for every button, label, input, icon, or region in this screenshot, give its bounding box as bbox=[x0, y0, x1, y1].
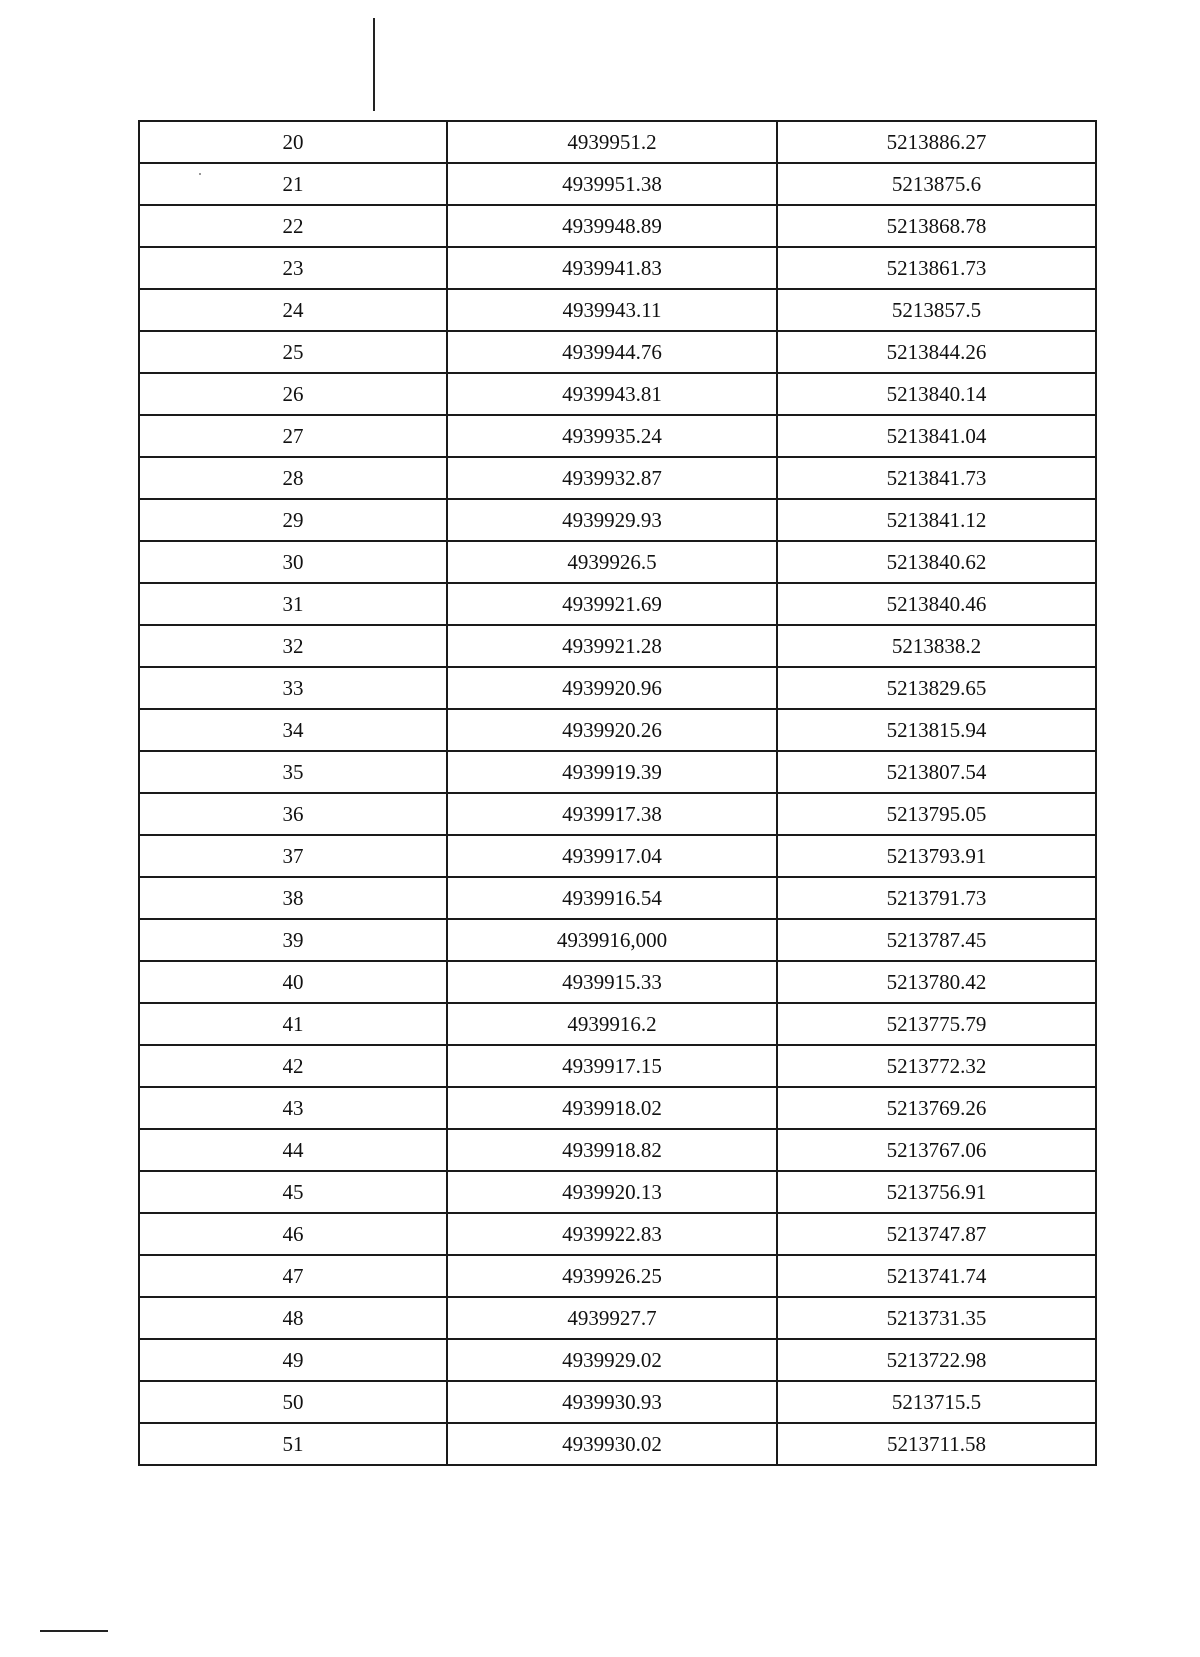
y-coordinate-cell: 5213841.12 bbox=[777, 499, 1096, 541]
x-coordinate-cell: 4939916.2 bbox=[447, 1003, 777, 1045]
coordinates-table bbox=[138, 120, 1097, 1466]
point-number-cell: 46 bbox=[139, 1213, 447, 1255]
y-coordinate-cell: 5213840.14 bbox=[777, 373, 1096, 415]
point-number-cell: 24 bbox=[139, 289, 447, 331]
point-number-cell: 34 bbox=[139, 709, 447, 751]
y-coordinate-cell: 5213795.05 bbox=[777, 793, 1096, 835]
y-coordinate-cell: 5213807.54 bbox=[777, 751, 1096, 793]
x-coordinate-cell: 4939917.15 bbox=[447, 1045, 777, 1087]
x-coordinate-cell: 4939915.33 bbox=[447, 961, 777, 1003]
x-coordinate-cell: 4939930.93 bbox=[447, 1381, 777, 1423]
top-vertical-rule bbox=[373, 18, 375, 111]
point-number-cell: 51 bbox=[139, 1423, 447, 1465]
y-coordinate-cell: 5213715.5 bbox=[777, 1381, 1096, 1423]
y-coordinate-cell: 5213840.46 bbox=[777, 583, 1096, 625]
table-row bbox=[139, 1003, 1096, 1045]
x-coordinate-cell: 4939951.2 bbox=[447, 121, 777, 163]
x-coordinate-cell: 4939917.04 bbox=[447, 835, 777, 877]
table-row bbox=[139, 1171, 1096, 1213]
y-coordinate-cell: 5213731.35 bbox=[777, 1297, 1096, 1339]
point-number-cell: 42 bbox=[139, 1045, 447, 1087]
point-number-cell: 31 bbox=[139, 583, 447, 625]
point-number-cell: 44 bbox=[139, 1129, 447, 1171]
x-coordinate-cell: 4939951.38 bbox=[447, 163, 777, 205]
table-row bbox=[139, 1381, 1096, 1423]
x-coordinate-cell: 4939916,000 bbox=[447, 919, 777, 961]
x-coordinate-cell: 4939920.96 bbox=[447, 667, 777, 709]
table-row bbox=[139, 1087, 1096, 1129]
table-row bbox=[139, 1045, 1096, 1087]
point-number-cell: 43 bbox=[139, 1087, 447, 1129]
point-number-cell: 37 bbox=[139, 835, 447, 877]
point-number-cell: 20 bbox=[139, 121, 447, 163]
y-coordinate-cell: 5213775.79 bbox=[777, 1003, 1096, 1045]
y-coordinate-cell: 5213868.78 bbox=[777, 205, 1096, 247]
x-coordinate-cell: 4939935.24 bbox=[447, 415, 777, 457]
y-coordinate-cell: 5213857.5 bbox=[777, 289, 1096, 331]
x-coordinate-cell: 4939926.25 bbox=[447, 1255, 777, 1297]
y-coordinate-cell: 5213791.73 bbox=[777, 877, 1096, 919]
point-number-cell: 26 bbox=[139, 373, 447, 415]
x-coordinate-cell: 4939927.7 bbox=[447, 1297, 777, 1339]
point-number-cell: 29 bbox=[139, 499, 447, 541]
x-coordinate-cell: 4939929.93 bbox=[447, 499, 777, 541]
x-coordinate-cell: 4939948.89 bbox=[447, 205, 777, 247]
table-row bbox=[139, 751, 1096, 793]
y-coordinate-cell: 5213787.45 bbox=[777, 919, 1096, 961]
x-coordinate-cell: 4939932.87 bbox=[447, 457, 777, 499]
table-row bbox=[139, 541, 1096, 583]
x-coordinate-cell: 4939941.83 bbox=[447, 247, 777, 289]
y-coordinate-cell: 5213722.98 bbox=[777, 1339, 1096, 1381]
point-number-cell: 38 bbox=[139, 877, 447, 919]
point-number-cell: 48 bbox=[139, 1297, 447, 1339]
point-number-cell: 47 bbox=[139, 1255, 447, 1297]
point-number-cell: 23 bbox=[139, 247, 447, 289]
y-coordinate-cell: 5213840.62 bbox=[777, 541, 1096, 583]
x-coordinate-cell: 4939919.39 bbox=[447, 751, 777, 793]
point-number-cell: 28 bbox=[139, 457, 447, 499]
point-number-cell: 35 bbox=[139, 751, 447, 793]
y-coordinate-cell: 5213844.26 bbox=[777, 331, 1096, 373]
table-row bbox=[139, 1423, 1096, 1465]
y-coordinate-cell: 5213747.87 bbox=[777, 1213, 1096, 1255]
table-row bbox=[139, 289, 1096, 331]
x-coordinate-cell: 4939929.02 bbox=[447, 1339, 777, 1381]
x-coordinate-cell: 4939918.02 bbox=[447, 1087, 777, 1129]
y-coordinate-cell: 5213793.91 bbox=[777, 835, 1096, 877]
table-row bbox=[139, 1129, 1096, 1171]
bottom-footnote-rule bbox=[40, 1630, 108, 1632]
table-row bbox=[139, 583, 1096, 625]
y-coordinate-cell: 5213767.06 bbox=[777, 1129, 1096, 1171]
point-number-cell: 22 bbox=[139, 205, 447, 247]
point-number-cell: 27 bbox=[139, 415, 447, 457]
point-number-cell: 40 bbox=[139, 961, 447, 1003]
x-coordinate-cell: 4939922.83 bbox=[447, 1213, 777, 1255]
point-number-cell: 36 bbox=[139, 793, 447, 835]
table-row bbox=[139, 793, 1096, 835]
point-number-cell: 21 bbox=[139, 163, 447, 205]
y-coordinate-cell: 5213756.91 bbox=[777, 1171, 1096, 1213]
x-coordinate-cell: 4939944.76 bbox=[447, 331, 777, 373]
x-coordinate-cell: 4939920.13 bbox=[447, 1171, 777, 1213]
x-coordinate-cell: 4939920.26 bbox=[447, 709, 777, 751]
y-coordinate-cell: 5213841.73 bbox=[777, 457, 1096, 499]
table-row bbox=[139, 331, 1096, 373]
table-row bbox=[139, 625, 1096, 667]
table-row bbox=[139, 1213, 1096, 1255]
point-number-cell: 32 bbox=[139, 625, 447, 667]
x-coordinate-cell: 4939921.69 bbox=[447, 583, 777, 625]
table-row bbox=[139, 709, 1096, 751]
point-number-cell: 50 bbox=[139, 1381, 447, 1423]
x-coordinate-cell: 4939918.82 bbox=[447, 1129, 777, 1171]
y-coordinate-cell: 5213741.74 bbox=[777, 1255, 1096, 1297]
x-coordinate-cell: 4939930.02 bbox=[447, 1423, 777, 1465]
table-row bbox=[139, 163, 1096, 205]
x-coordinate-cell: 4939917.38 bbox=[447, 793, 777, 835]
table-row bbox=[139, 1339, 1096, 1381]
point-number-cell: 25 bbox=[139, 331, 447, 373]
y-coordinate-cell: 5213841.04 bbox=[777, 415, 1096, 457]
y-coordinate-cell: 5213815.94 bbox=[777, 709, 1096, 751]
table-row bbox=[139, 877, 1096, 919]
y-coordinate-cell: 5213772.32 bbox=[777, 1045, 1096, 1087]
point-number-cell: 39 bbox=[139, 919, 447, 961]
table-row bbox=[139, 373, 1096, 415]
table-row bbox=[139, 121, 1096, 163]
table-row bbox=[139, 499, 1096, 541]
y-coordinate-cell: 5213769.26 bbox=[777, 1087, 1096, 1129]
y-coordinate-cell: 5213875.6 bbox=[777, 163, 1096, 205]
table-row bbox=[139, 919, 1096, 961]
table-row bbox=[139, 247, 1096, 289]
point-number-cell: 45 bbox=[139, 1171, 447, 1213]
x-coordinate-cell: 4939926.5 bbox=[447, 541, 777, 583]
coordinates-table-body bbox=[139, 121, 1096, 1465]
table-row bbox=[139, 835, 1096, 877]
table-row bbox=[139, 457, 1096, 499]
x-coordinate-cell: 4939943.11 bbox=[447, 289, 777, 331]
table-row bbox=[139, 1297, 1096, 1339]
y-coordinate-cell: 5213711.58 bbox=[777, 1423, 1096, 1465]
table-row bbox=[139, 205, 1096, 247]
point-number-cell: 49 bbox=[139, 1339, 447, 1381]
x-coordinate-cell: 4939943.81 bbox=[447, 373, 777, 415]
table-row bbox=[139, 1255, 1096, 1297]
table-row bbox=[139, 415, 1096, 457]
y-coordinate-cell: 5213829.65 bbox=[777, 667, 1096, 709]
table-row bbox=[139, 667, 1096, 709]
y-coordinate-cell: 5213861.73 bbox=[777, 247, 1096, 289]
point-number-cell: 33 bbox=[139, 667, 447, 709]
y-coordinate-cell: 5213838.2 bbox=[777, 625, 1096, 667]
point-number-cell: 41 bbox=[139, 1003, 447, 1045]
y-coordinate-cell: 5213780.42 bbox=[777, 961, 1096, 1003]
table-row bbox=[139, 961, 1096, 1003]
x-coordinate-cell: 4939916.54 bbox=[447, 877, 777, 919]
x-coordinate-cell: 4939921.28 bbox=[447, 625, 777, 667]
point-number-cell: 30 bbox=[139, 541, 447, 583]
y-coordinate-cell: 5213886.27 bbox=[777, 121, 1096, 163]
